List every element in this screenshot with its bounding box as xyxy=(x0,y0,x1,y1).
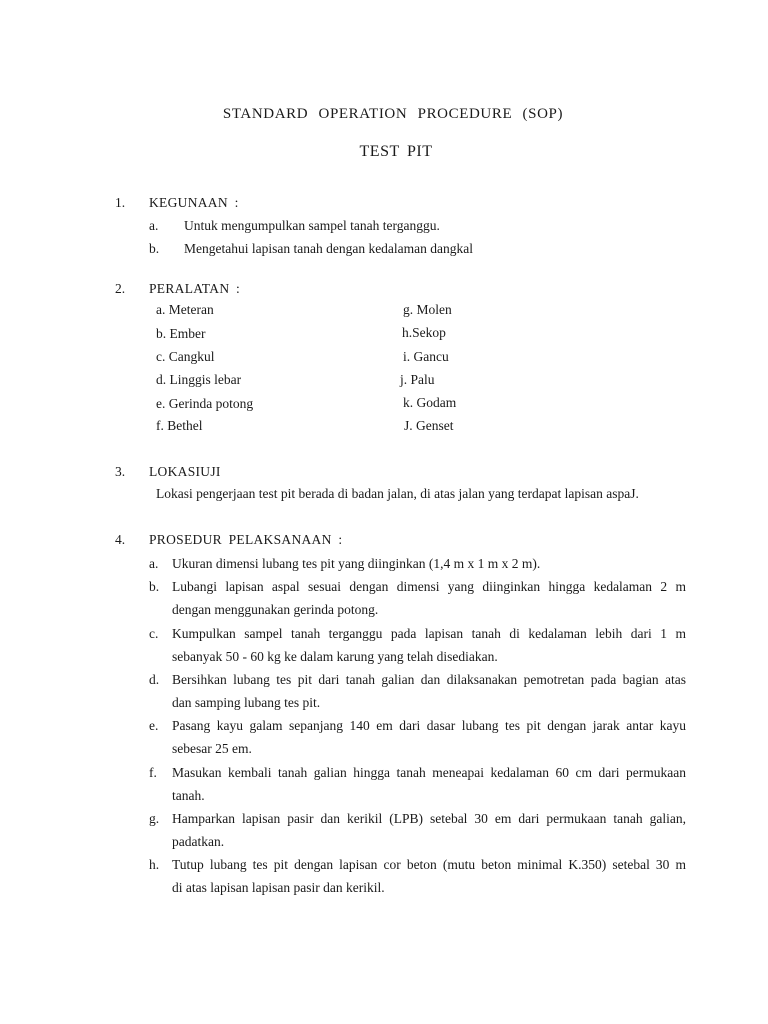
equipment-item: c. Cangkul xyxy=(156,349,215,364)
step-text: Hamparkan lapisan pasir dan kerikil (LPB) setebal 30 em dari permukaan tanah galian, xyxy=(172,811,686,826)
location-text: Lokasi pengerjaan test pit berada di badan jalan, di atas jalan yang terdapat lapisan aspaJ. xyxy=(156,486,639,501)
document-title: STANDARD OPERATION PROCEDURE (SOP) xyxy=(222,106,564,122)
equipment-item: a. Meteran xyxy=(156,302,214,317)
step-letter: f. xyxy=(149,765,157,780)
item-letter: a. xyxy=(149,218,159,233)
equipment-item: j. Palu xyxy=(400,372,435,387)
step-letter: h. xyxy=(149,857,160,872)
section-number: 4. xyxy=(115,532,126,547)
step-text: Masukan kembali tanah galian hingga tanah meneapai kedalaman 60 cm dari permukaan xyxy=(172,765,686,780)
step-text-continued: di atas lapisan lapisan pasir dan kerikil. xyxy=(172,880,385,895)
section-heading: KEGUNAAN : xyxy=(149,195,239,210)
step-text: Bersihkan lubang tes pit dari tanah galian dan dilaksanakan pemotretan pada bagian atas xyxy=(172,672,686,687)
equipment-item: f. Bethel xyxy=(156,418,203,433)
step-letter: e. xyxy=(149,718,159,733)
step-text: Tutup lubang tes pit dengan lapisan cor beton (mutu beton minimal K.350) setebal 30 m xyxy=(172,857,686,872)
step-text-continued: dengan menggunakan gerinda potong. xyxy=(172,602,379,617)
section-heading: LOKASIUJI xyxy=(149,464,221,479)
list-item: Mengetahui lapisan tanah dengan kedalaman dangkal xyxy=(184,241,474,256)
step-letter: c. xyxy=(149,626,159,641)
equipment-item: d. Linggis lebar xyxy=(156,372,242,387)
list-item: Untuk mengumpulkan sampel tanah terganggu. xyxy=(184,218,440,233)
step-text-continued: sebanyak 50 - 60 kg ke dalam karung yang telah disediakan. xyxy=(172,649,498,664)
step-letter: g. xyxy=(149,811,160,826)
step-text-continued: sebesar 25 em. xyxy=(172,741,252,756)
equipment-item: g. Molen xyxy=(403,302,452,317)
section-heading: PROSEDUR PELAKSANAAN : xyxy=(149,532,343,547)
step-letter: b. xyxy=(149,579,160,594)
document-subtitle: TEST PIT xyxy=(359,143,433,160)
equipment-item: e. Gerinda potong xyxy=(156,396,254,411)
section-number: 3. xyxy=(115,464,126,479)
step-text: Pasang kayu galam sepanjang 140 em dari dasar lubang tes pit dengan jarak antar kayu xyxy=(172,718,686,733)
equipment-item: J. Genset xyxy=(404,418,454,433)
equipment-item: k. Godam xyxy=(403,395,457,410)
section-number: 1. xyxy=(115,195,126,210)
equipment-item: h.Sekop xyxy=(402,325,446,340)
step-letter: a. xyxy=(149,556,159,571)
step-text-continued: dan samping lubang tes pit. xyxy=(172,695,321,710)
item-letter: b. xyxy=(149,241,160,256)
step-text-continued: tanah. xyxy=(172,788,205,803)
step-text: Kumpulkan sampel tanah terganggu pada lapisan tanah di kedalaman lebih dari 1 m xyxy=(172,626,686,641)
step-text: Ukuran dimensi lubang tes pit yang diinginkan (1,4 m x 1 m x 2 m). xyxy=(172,556,541,571)
step-letter: d. xyxy=(149,672,160,687)
section-heading: PERALATAN : xyxy=(149,281,241,296)
section-number: 2. xyxy=(115,281,126,296)
step-text: Lubangi lapisan aspal sesuai dengan dimensi yang diinginkan hingga kedalaman 2 m xyxy=(172,579,686,594)
step-text-continued: padatkan. xyxy=(172,834,225,849)
equipment-item: b. Ember xyxy=(156,326,206,341)
equipment-item: i. Gancu xyxy=(403,349,449,364)
